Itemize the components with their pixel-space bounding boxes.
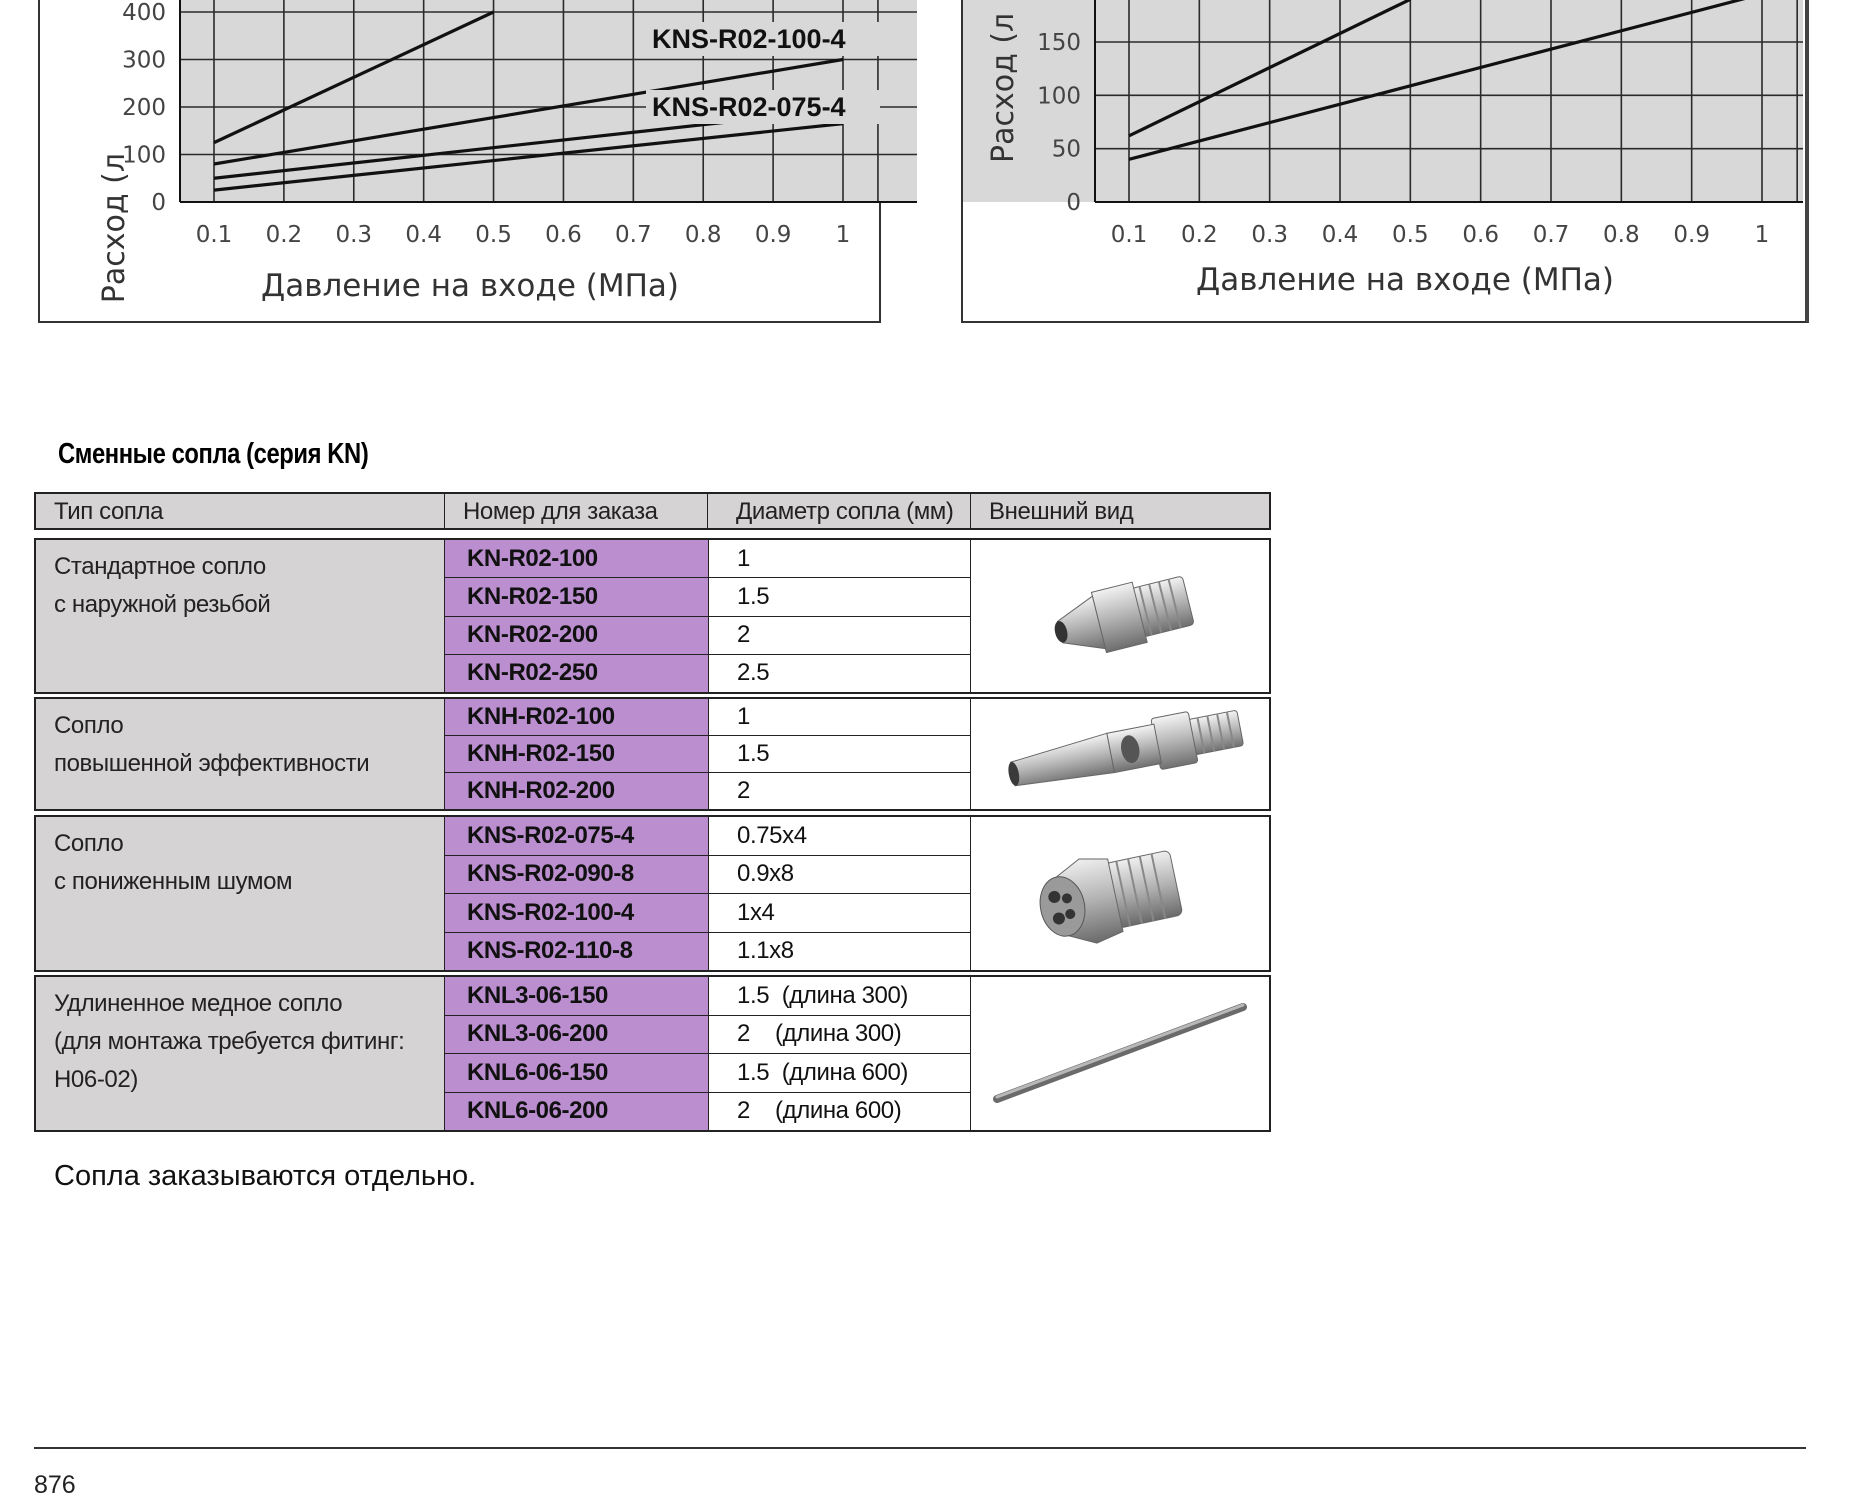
section-title: Сменные сопла (серия KN) <box>58 438 369 470</box>
x-tick-label: 0.1 <box>1110 222 1148 248</box>
footer-rule <box>34 1447 1806 1449</box>
x-axis-title: Давление на входе (МПа) <box>1195 262 1615 298</box>
y-tick-label: 200 <box>122 95 166 121</box>
diameters <box>708 540 970 692</box>
y-tick-label: 400 <box>122 0 166 26</box>
order-code: KNS-R02-110-8 <box>445 933 708 971</box>
diameter-value: 1.5 <box>709 736 970 773</box>
type-line: H06-02) <box>54 1066 138 1093</box>
order-note: Сопла заказываются отдельно. <box>54 1160 477 1192</box>
diameter-value: 1 <box>709 699 970 736</box>
diameters <box>708 977 970 1130</box>
series-label: KNS-R02-075-4 <box>652 92 846 122</box>
order-code: KNL3-06-150 <box>445 977 708 1016</box>
order-code: KNH-R02-200 <box>445 773 708 809</box>
plot-area <box>963 0 1803 202</box>
x-tick-label: 0.5 <box>475 222 512 248</box>
y-axis-label: Расход (л <box>986 12 1021 163</box>
order-codes <box>445 977 708 1130</box>
header-type: Тип сопла <box>36 494 445 528</box>
order-code: KNH-R02-100 <box>445 699 708 736</box>
x-tick-label: 0.9 <box>1673 222 1710 248</box>
type-line: Удлиненное медное сопло <box>54 990 343 1017</box>
order-codes <box>445 699 708 809</box>
x-tick-label: 0.3 <box>335 222 373 248</box>
type-cell <box>36 540 445 692</box>
order-code: KNH-R02-150 <box>445 736 708 773</box>
x-tick-label: 0.2 <box>265 222 303 248</box>
table-group-low-noise <box>34 815 1271 972</box>
y-tick-label: 0 <box>151 190 166 216</box>
table-group-extended-copper <box>34 975 1271 1132</box>
type-line: повышенной эффективности <box>54 750 370 777</box>
x-tick-label: 0.5 <box>1392 222 1429 248</box>
page-number: 876 <box>34 1471 76 1499</box>
y-tick-label: 100 <box>1037 83 1081 110</box>
table-group-standard <box>34 538 1271 694</box>
diameter-value: 1.5 (длина 300) <box>709 977 970 1016</box>
x-tick-label: 0.2 <box>1181 222 1218 248</box>
order-code: KN-R02-100 <box>445 540 708 578</box>
x-tick-label: 0.4 <box>1321 222 1359 248</box>
order-code: KNS-R02-100-4 <box>445 894 708 933</box>
x-tick-label: 0.1 <box>195 222 233 248</box>
y-axis-label: Расход (л <box>97 153 132 304</box>
high-efficiency-nozzle-image <box>971 699 1269 809</box>
order-code: KN-R02-150 <box>445 578 708 616</box>
table-group-high-efficiency <box>34 697 1271 811</box>
diameter-value: 1.1x8 <box>737 937 794 965</box>
chart-right-svg <box>963 0 1811 325</box>
x-tick-label: 0.7 <box>1532 222 1570 248</box>
diameter-value: 2 <box>709 617 970 655</box>
diameter-value: 0.9x8 <box>709 856 970 895</box>
type-cell <box>36 699 445 809</box>
header-diameter: Диаметр сопла (мм) <box>708 494 971 528</box>
type-cell <box>36 977 445 1130</box>
diameter-value: 2 (длина 600) <box>737 1097 902 1125</box>
appearance-cell <box>970 817 1269 970</box>
order-code: KN-R02-200 <box>445 617 708 655</box>
appearance-cell <box>970 540 1269 692</box>
diameter-value: 2 <box>737 777 750 804</box>
flow-chart-left <box>38 0 881 323</box>
y-tick-label: 0 <box>1066 190 1081 216</box>
type-line: с наружной резьбой <box>54 591 271 618</box>
x-tick-label: 0.7 <box>615 222 652 248</box>
order-codes <box>445 817 708 970</box>
x-tick-label: 0.4 <box>405 222 442 248</box>
chart-left-svg <box>40 0 883 325</box>
x-tick-label: 0.3 <box>1251 222 1288 248</box>
diameters <box>708 817 970 970</box>
order-codes <box>445 540 708 692</box>
order-code: KNS-R02-075-4 <box>445 817 708 856</box>
order-code: KNL6-06-200 <box>445 1093 708 1131</box>
x-axis-title: Давление на входе (МПа) <box>260 268 680 304</box>
standard-nozzle-image <box>971 540 1269 692</box>
diameters <box>708 699 970 809</box>
type-line: Сопло <box>54 830 124 857</box>
order-code: KNL6-06-150 <box>445 1054 708 1093</box>
order-code: KNS-R02-090-8 <box>445 856 708 895</box>
diameter-value: 1.5 <box>709 578 970 616</box>
y-tick-label: 150 <box>1037 30 1081 56</box>
x-tick-label: 0.9 <box>754 222 792 248</box>
appearance-cell <box>970 977 1269 1130</box>
x-tick-label: 1 <box>1754 222 1770 248</box>
diameter-value: 1.5 (длина 600) <box>709 1054 970 1093</box>
y-tick-label: 300 <box>122 47 166 74</box>
order-code: KN-R02-250 <box>445 655 708 692</box>
x-tick-label: 0.6 <box>1462 222 1499 248</box>
type-cell <box>36 817 445 970</box>
diameter-value: 1 <box>709 540 970 578</box>
order-code: KNL3-06-200 <box>445 1016 708 1055</box>
diameter-value: 2 (длина 300) <box>709 1016 970 1055</box>
x-tick-label: 0.8 <box>684 222 722 248</box>
y-tick-label: 100 <box>122 142 166 169</box>
appearance-cell <box>970 699 1269 809</box>
low-noise-nozzle-image <box>971 817 1269 970</box>
diameter-value: 2.5 <box>737 659 770 687</box>
diameter-value: 0.75x4 <box>709 817 970 856</box>
x-tick-label: 0.8 <box>1603 222 1640 248</box>
type-line: (для монтажа требуется фитинг: <box>54 1028 405 1055</box>
type-line: Сопло <box>54 712 124 739</box>
x-tick-label: 0.6 <box>545 222 582 248</box>
type-line: Стандартное сопло <box>54 553 266 580</box>
series-label: KNS-R02-100-4 <box>652 24 846 54</box>
table-header <box>34 492 1271 530</box>
x-tick-label: 1 <box>835 222 851 248</box>
header-order-number: Номер для заказа <box>445 494 708 528</box>
header-appearance: Внешний вид <box>989 498 1134 525</box>
diameter-value: 1x4 <box>709 894 970 933</box>
type-line: с пониженным шумом <box>54 868 293 895</box>
extended-copper-nozzle-image <box>971 977 1269 1130</box>
y-tick-label: 50 <box>1051 136 1081 163</box>
flow-chart-right <box>961 0 1809 323</box>
